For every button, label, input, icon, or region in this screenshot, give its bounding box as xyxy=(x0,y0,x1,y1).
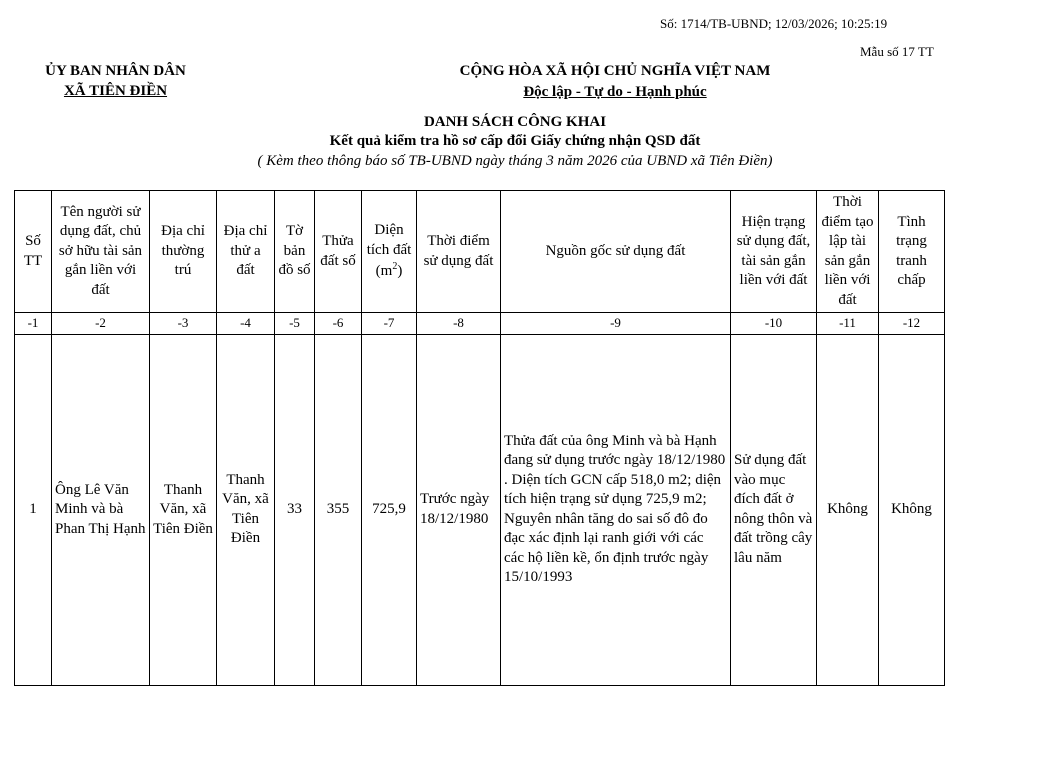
col-number: -3 xyxy=(150,313,217,335)
cell-dispute: Không xyxy=(879,334,945,685)
list-title: DANH SÁCH CÔNG KHAI xyxy=(423,114,607,130)
col-number: -12 xyxy=(879,313,945,335)
header-area xyxy=(362,191,417,313)
header-area-close: ) xyxy=(397,263,403,280)
cell-address: Thanh Văn, xã Tiên Điền xyxy=(150,334,217,685)
header-owner: Tên người sử dụng đất, chủ sở hữu tài sản gắn liền với đất xyxy=(52,191,150,313)
col-number: -11 xyxy=(817,313,879,335)
nation-title: CỘNG HÒA XÃ HỘI CHỦ NGHĨA VIỆT NAM xyxy=(459,63,771,79)
result-table xyxy=(14,190,945,686)
list-subtitle: Kết quả kiểm tra hồ sơ cấp đổi Giấy chứng nhận QSD đất xyxy=(329,133,701,149)
cell-area: 725,9 xyxy=(362,334,417,685)
header-address: Địa chỉ thường trú xyxy=(150,191,217,313)
header-area-text: Diện tích đất (m xyxy=(366,222,412,280)
header-time-use: Thời điểm sử dụng đất xyxy=(417,191,501,313)
nation-motto-text: Độc lập - Tự do - Hạnh phúc xyxy=(523,84,707,100)
col-number: -1 xyxy=(15,313,52,335)
cell-asset-time: Không xyxy=(817,334,879,685)
header-parcel: Thửa đất số xyxy=(315,191,362,313)
col-number: -4 xyxy=(217,313,275,335)
col-number: -9 xyxy=(501,313,731,335)
header-map-sheet: Tờ bản đồ số xyxy=(275,191,315,313)
header-dispute: Tình trạng tranh chấp xyxy=(879,191,945,313)
header-area-sup: 2 xyxy=(392,261,398,273)
cell-map-sheet: 33 xyxy=(275,334,315,685)
col-number: -5 xyxy=(275,313,315,335)
col-number: -7 xyxy=(362,313,417,335)
header-stt: Số TT xyxy=(15,191,52,313)
col-number: -8 xyxy=(417,313,501,335)
cell-land-address: Thanh Văn, xã Tiên Điền xyxy=(217,334,275,685)
commune-name-text: XÃ TIÊN ĐIỀN xyxy=(63,83,168,99)
col-number: -10 xyxy=(731,313,817,335)
header-asset-time: Thời điểm tạo lập tài sản gắn liền với đất xyxy=(817,191,879,313)
header-land-address: Địa chỉ thử a đất xyxy=(217,191,275,313)
col-number: -6 xyxy=(315,313,362,335)
header-origin: Nguồn gốc sử dụng đất xyxy=(501,191,731,313)
nation-motto xyxy=(420,84,810,101)
document-number: Số: 1714/TB-UBND; 12/03/2026; 10:25:19 xyxy=(660,16,888,31)
cell-stt: 1 xyxy=(15,334,52,685)
form-number: Mẫu số 17 TT xyxy=(860,44,934,59)
table-header-row xyxy=(15,191,945,313)
cell-origin: Thửa đất của ông Minh và bà Hạnh đang sử dụng trước ngày 18/12/1980 . Diện tích GCN cấp 518,0 m2; diện tích hiện trạng sử dụng 725,9 m2; Nguyên nhân tăng do sai số đô đo đạc xác định lại ranh giới với các các hộ liền kề, ổn định trước ngày 15/10/1993 xyxy=(501,334,731,685)
cell-parcel: 355 xyxy=(315,334,362,685)
list-reference: ( Kèm theo thông báo số TB-UBND ngày tháng 3 năm 2026 của UBND xã Tiên Điền) xyxy=(257,153,773,169)
column-number-row xyxy=(15,313,945,335)
organization-name: ỦY BAN NHÂN DÂN xyxy=(45,63,186,79)
header-status: Hiện trạng sử dụng đất, tài sản gắn liền với đất xyxy=(731,191,817,313)
table-row xyxy=(15,334,945,685)
cell-time-use: Trước ngày 18/12/1980 xyxy=(417,334,501,685)
commune-name xyxy=(38,83,193,100)
col-number: -2 xyxy=(52,313,150,335)
cell-status: Sử dụng đất vào mục đích đất ở nông thôn và đất trồng cây lâu năm xyxy=(731,334,817,685)
cell-owner: Ông Lê Văn Minh và bà Phan Thị Hạnh xyxy=(52,334,150,685)
